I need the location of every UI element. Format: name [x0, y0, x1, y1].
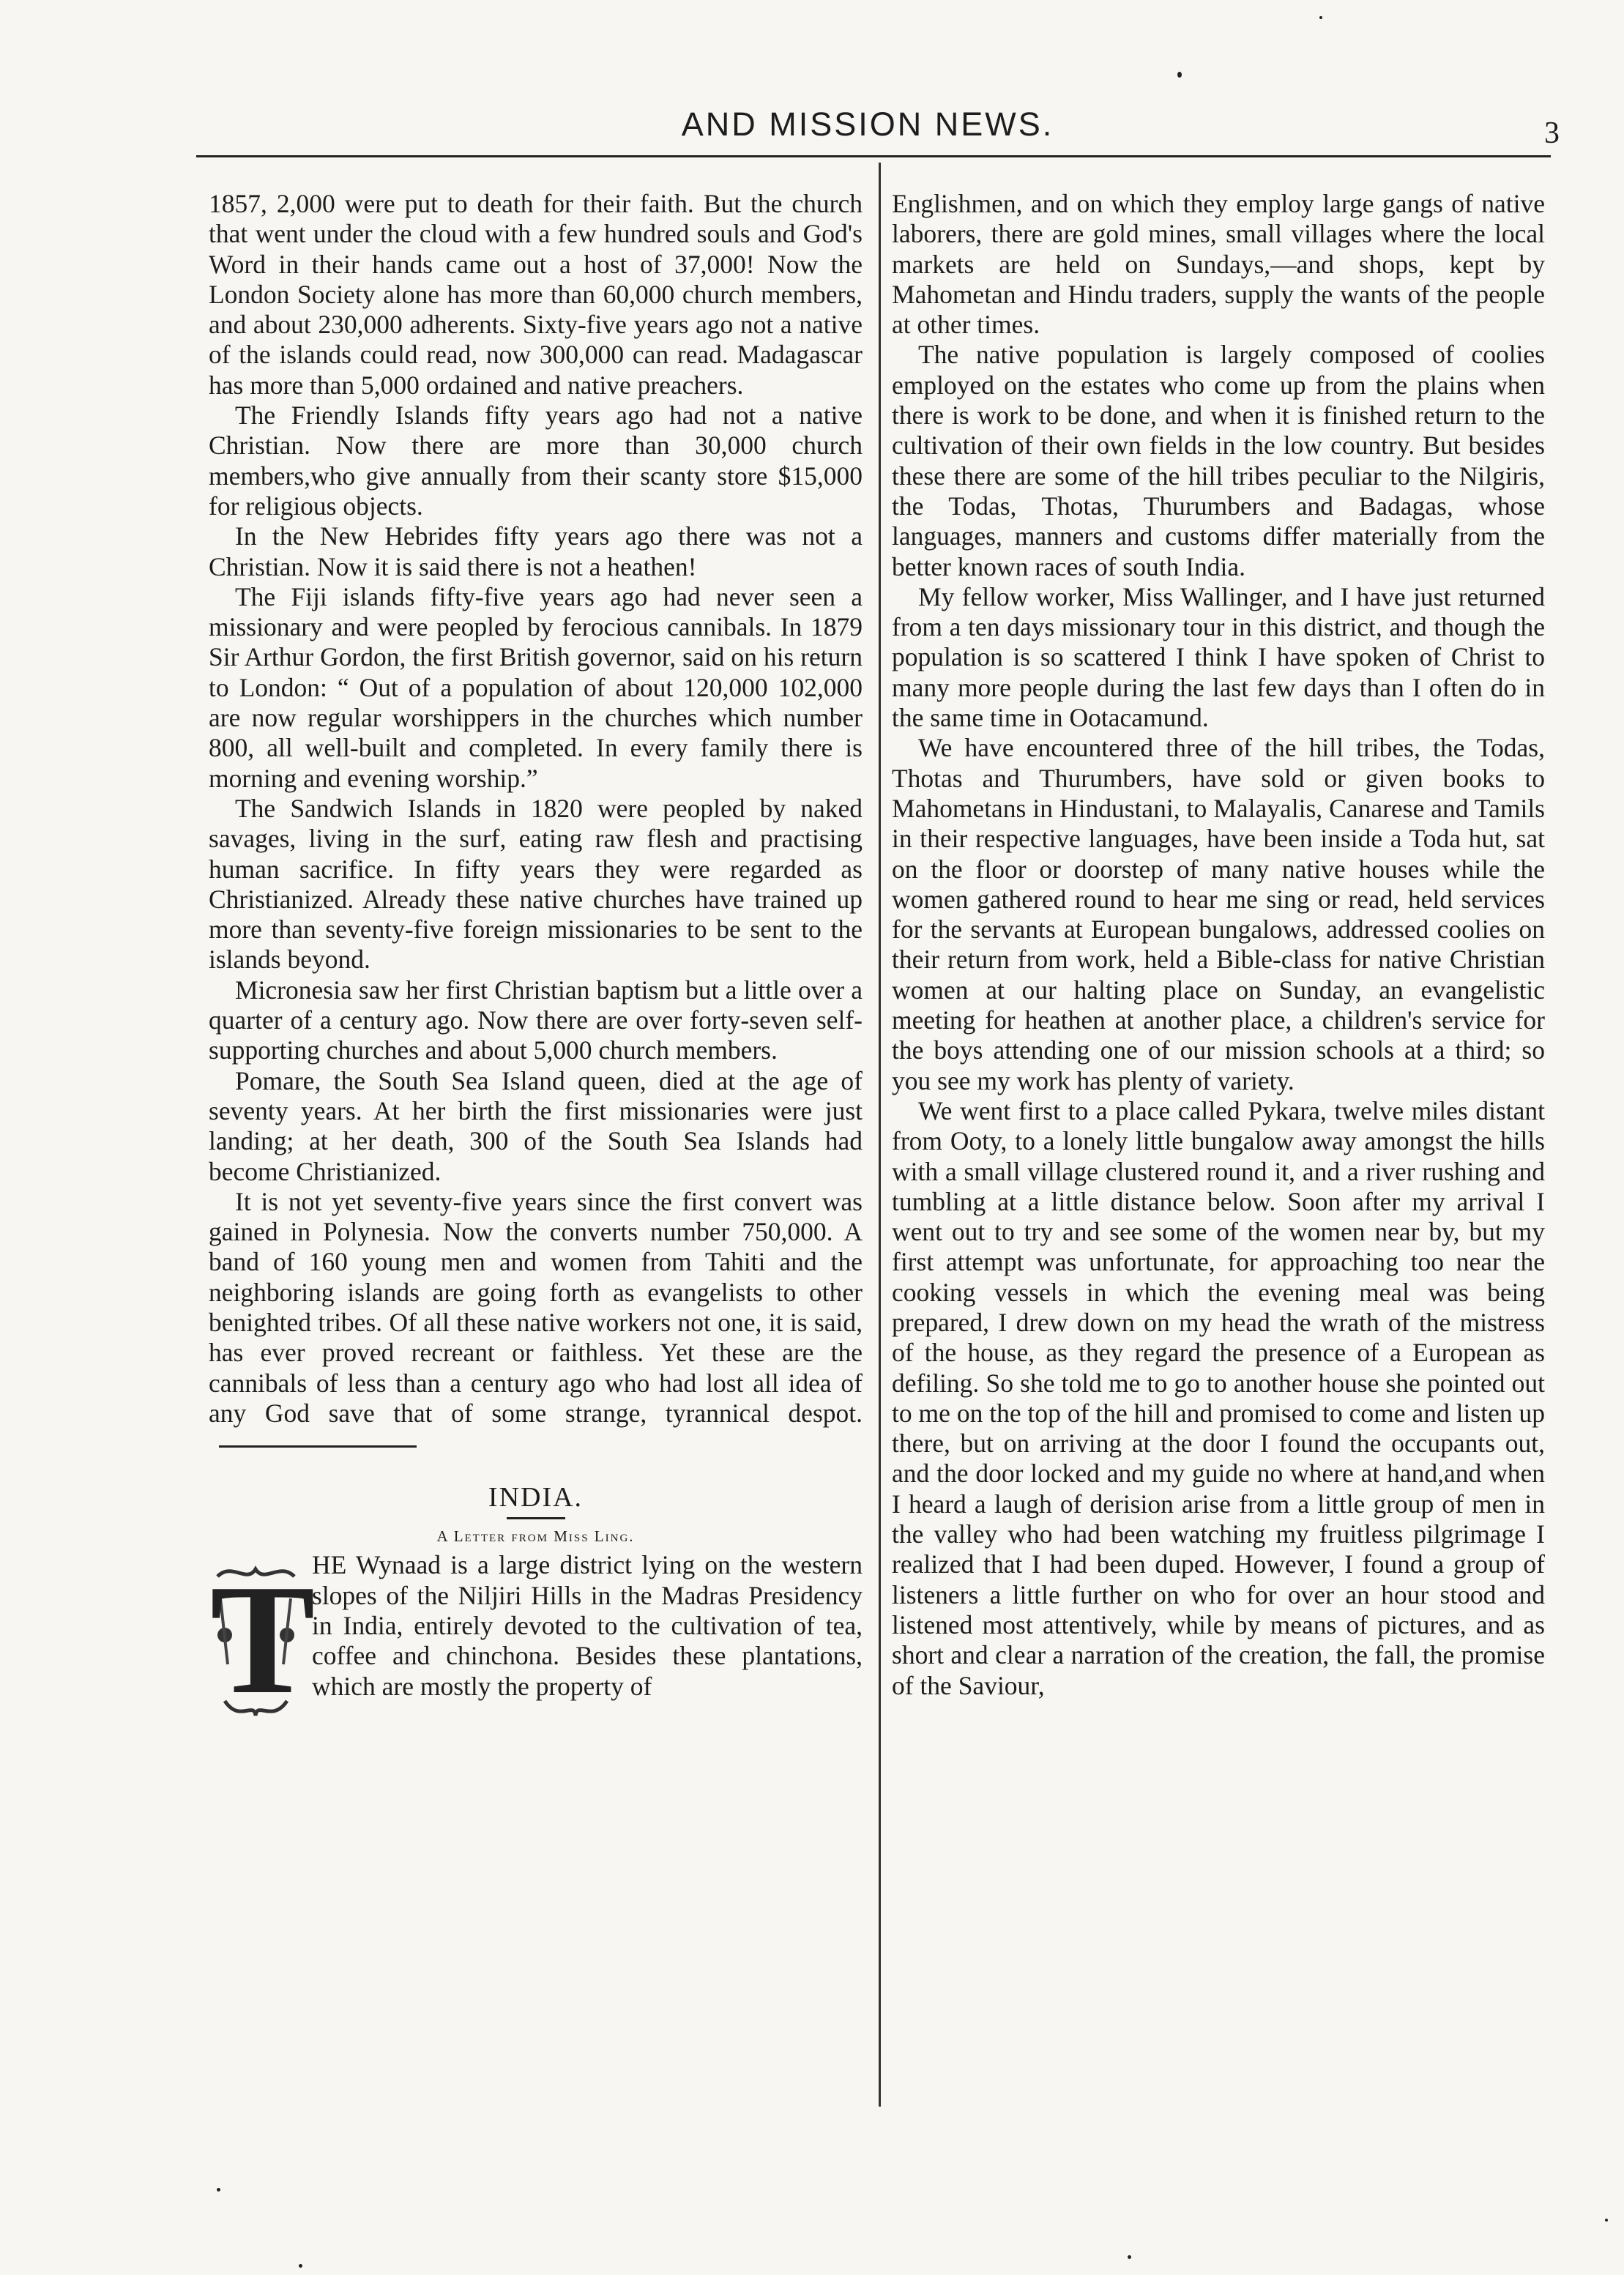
left-column — [209, 189, 863, 1727]
paragraph-polynesia-text: It is not yet seventy-five years since the first convert was gained in Polynesia. Now the converts number 750,000. A band of 160 young men and women from Tahiti and the neighboring islands are going forth as evangelists to other benighted tribes. Of all these native workers not one, it is said, has ever proved recreant or faithless. Yet these are the cannibals of less than a century ago who had lost all idea of any God save that of some strange, tyrannical despot. — [209, 1186, 863, 1428]
column-divider — [879, 163, 881, 2107]
paragraph-pykara: We went first to a place called Pykara, twelve miles distant from Ooty, to a lonely little bungalow away amongst the hills with a small village clustered round it, and a river rushing and tumbling at a little distance below. Soon after my arrival I went out to try and see some of the women near by, but my first attempt was unfortunate, for approaching too near the cooking vessels in which the evening meal was being prepared, I drew down on my head the wrath of the mistress of the house, as they regard the presence of a European as defiling. So she told me to go to another house she pointed out to me on the top of the hill and promised to come and listen up there, but on arriving at the door I found the occupants out, and the door locked and my guide no where at hand,and when I heard a laugh of derision arise from a little group of men in the valley who had been watching my fruitless pilgrimage I realized that I had been duped. However, I found a group of listeners a little further on who for over an hour stood and listened most attentively, while by means of pictures, and as short and clear a narration of the creation, the fall, the promise of the Saviour, — [892, 1095, 1545, 1700]
paragraph-new-hebrides: In the New Hebrides fifty years ago there was not a Christian. Now it is said there is not a heathen! — [209, 521, 863, 581]
header-rule — [196, 155, 1551, 157]
paragraph-polynesia — [209, 1187, 863, 1459]
drop-cap-letter: T — [210, 1552, 316, 1727]
print-speck — [217, 2188, 220, 2192]
decorative-drop-cap — [210, 1552, 316, 1727]
paragraph-native-population: The native population is largely composed of coolies employed on the estates who come up from the plains when there is work to be done, and when it is finished return to the cultivation of their own fields in the low country. But besides these there are some of the hill tribes peculiar to the Nilgiris, the Todas, Thotas, Thurumbers and Badagas, whose languages, manners and customs differ materially from the better known races of south India. — [892, 340, 1545, 581]
letter-byline: A Letter from Miss Ling. — [436, 1527, 635, 1546]
paragraph-micronesia: Micronesia saw her first Christian baptism but a little over a quarter of a century ago. Now there are over forty-seven self-supporting churches and about 5,000 church members. — [209, 975, 863, 1065]
section-end-rule — [219, 1445, 417, 1448]
paragraph-hill-tribes: We have encountered three of the hill tribes, the Todas, Thotas and Thurumbers, have sold or given books to Mahometans in Hindustani, to Malayalis, Canarese and Tamils in their respective languages, have been inside a Toda hut, sat on the floor or doorstep of many native houses while the women gathered round to hear me sing or read, held services for the servants at European bungalows, addressed coolies on their return from work, held a Bible-class for native Christian women at our halting place on Sunday, an evangelistic meeting for heathen at another place, a children's service for the boys attending one of our mission schools at a third; so you see my work has plenty of variety. — [892, 733, 1545, 1095]
paragraph-wynaad: HE Wynaad is a large district lying on the western slopes of the Niljiri Hills in the Madras Presidency in India, entirely devoted to the cultivation of tea, coffee and chinchona. Besides these plantations, which are mostly the property of — [312, 1550, 863, 1701]
title-rule — [507, 1517, 565, 1519]
paragraph-fellow-worker: My fellow worker, Miss Wallinger, and I have just returned from a ten days missionary tour in this district, and though the population is so scattered I think I have spoken of Christ to many more people during the last few days than I often do in the same time in Ootacamund. — [892, 581, 1545, 733]
paragraph-englishmen: Englishmen, and on which they employ large gangs of native laborers, there are gold mines, small villages where the local markets are held on Sundays,—and shops, kept by Mahometan and Hindu traders, supply the wants of the people at other times. — [892, 189, 1545, 340]
paragraph-fiji: The Fiji islands fifty-five years ago had never seen a missionary and were peopled by ferocious cannibals. In 1879 Sir Arthur Gordon, the first British governor, said on his return to London: “ Out of a population of about 120,000 102,000 are now regular worshippers in the churches which number 800, all well-built and completed. In every family there is morning and evening worship.” — [209, 581, 863, 793]
section-title-india: INDIA. — [488, 1482, 584, 1513]
print-speck — [1319, 16, 1322, 19]
right-column — [892, 189, 1545, 1701]
paragraph-friendly-islands: The Friendly Islands fifty years ago had not a native Christian. Now there are more than 30,000 church members,who give annually from their scanty store $15,000 for religious objects. — [209, 401, 863, 521]
running-head: AND MISSION NEWS. — [681, 105, 1054, 143]
page-header — [183, 103, 1560, 161]
page-number: 3 — [1544, 116, 1560, 150]
paragraph-sandwich-islands: The Sandwich Islands in 1820 were peopled by naked savages, living in the surf, eating raw flesh and practising human sacrifice. In fifty years they were regarded as Christianized. Already these native churches have trained up more than seventy-five foreign missionaries to be sent to the islands beyond. — [209, 793, 863, 975]
print-speck — [1177, 72, 1182, 78]
paragraph-madagascar: 1857, 2,000 were put to death for their faith. But the church that went under the cloud with a few hundred souls and God's Word in their hands came out a host of 37,000! Now the London Society alone has more than 60,000 church members, and about 230,000 adherents. Sixty-five years ago not a native of the islands could read, now 300,000 can read. Madagascar has more than 5,000 ordained and native preachers. — [209, 189, 863, 400]
print-speck — [299, 2264, 302, 2268]
print-speck — [1128, 2255, 1131, 2259]
print-speck — [1605, 2219, 1608, 2222]
paragraph-pomare: Pomare, the South Sea Island queen, died at the age of seventy years. At her birth the first missionaries were just landing; at her death, 300 of the South Sea Islands had become Christianized. — [209, 1065, 863, 1186]
